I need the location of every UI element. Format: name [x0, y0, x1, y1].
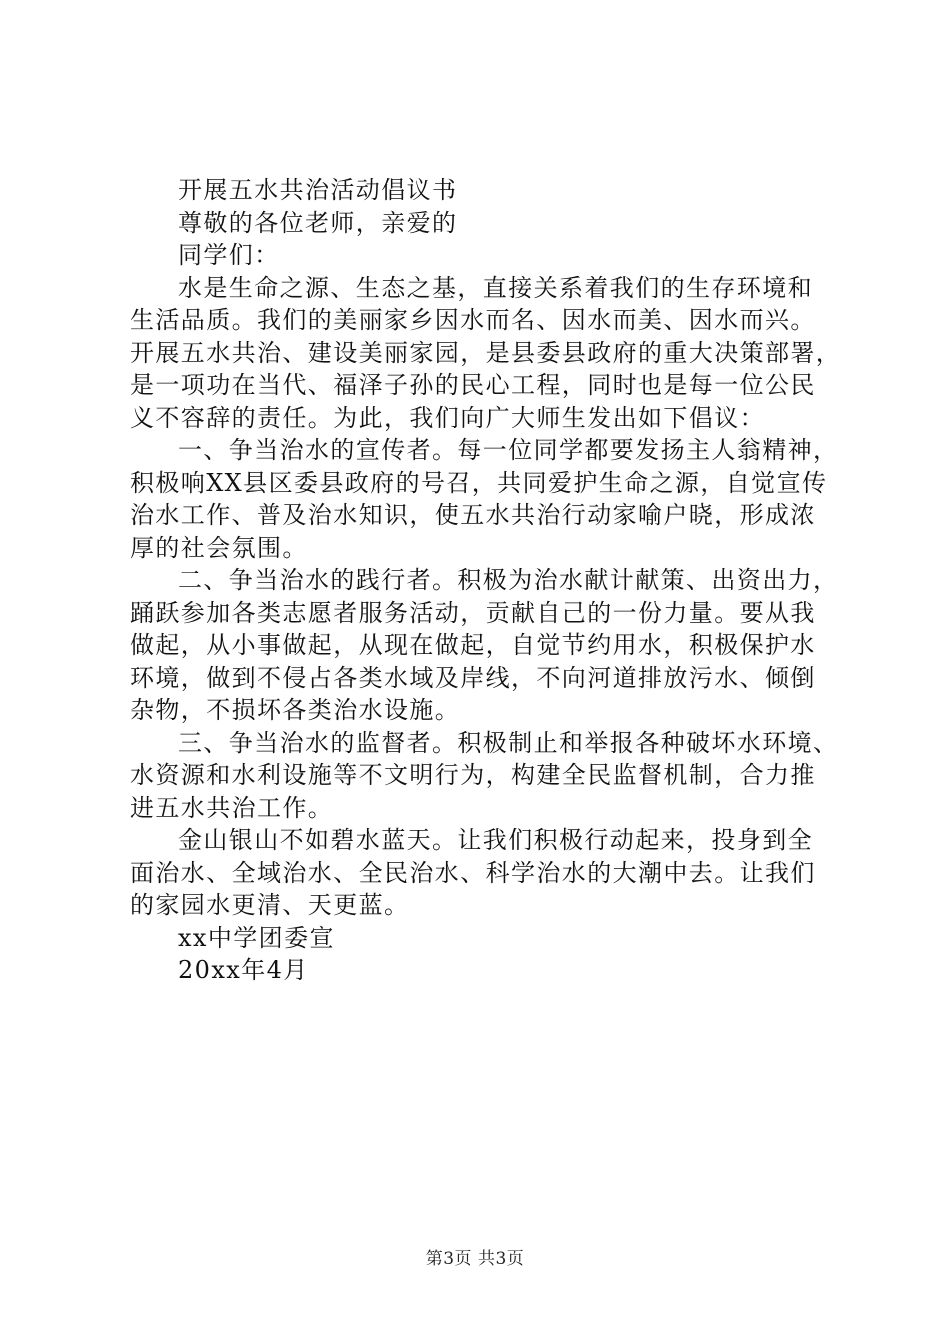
body-line: 金山银山不如碧水蓝天。让我们积极行动起来，投身到全 [178, 826, 813, 854]
page-number-footer: 第3页 共3页 [425, 1249, 525, 1269]
body-line: 二、争当治水的践行者。积极为治水献计献策、出资出力， [178, 566, 839, 594]
body-text [130, 272, 842, 922]
body-line: 是一项功在当代、福泽子孙的民心工程，同时也是每一位公民 [130, 371, 816, 399]
body-line: 厚的社会氛围。 [130, 533, 308, 562]
body-line: 进五水共治工作。 [130, 793, 334, 822]
body-line: 环境，做到不侵占各类水域及岸线，不向河道排放污水、倾倒 [130, 663, 816, 692]
body-line: 开展五水共治、建设美丽家园，是县委县政府的重大决策部署， [130, 338, 842, 367]
body-line: 水是生命之源、生态之基，直接关系着我们的生存环境和 [178, 273, 813, 302]
document-body [130, 174, 842, 987]
body-line: 一、争当治水的宣传者。每一位同学都要发扬主人翁精神， [178, 436, 839, 464]
body-line: 的家园水更清、天更蓝。 [130, 891, 410, 919]
body-line: 水资源和水利设施等不文明行为，构建全民监督机制，合力推 [130, 761, 816, 789]
body-line: 生活品质。我们的美丽家乡因水而名、因水而美、因水而兴。 [130, 306, 816, 334]
body-line: 面治水、全域治水、全民治水、科学治水的大潮中去。让我们 [130, 858, 816, 887]
date: 20xx年4月 [178, 956, 309, 984]
body-line: 做起，从小事做起，从现在做起，自觉节约用水，积极保护水 [130, 631, 816, 659]
body-line: 三、争当治水的监督者。积极制止和举报各种破坏水环境、 [178, 728, 839, 757]
body-line: 义不容辞的责任。为此，我们向广大师生发出如下倡议： [130, 403, 765, 432]
body-line: 踊跃参加各类志愿者服务活动，贡献自己的一份力量。要从我 [130, 598, 816, 627]
body-line: 治水工作、普及治水知识，使五水共治行动家喻户晓，形成浓 [130, 501, 816, 529]
signature: xx中学团委宣 [178, 923, 335, 952]
body-line: 杂物，不损坏各类治水设施。 [130, 696, 461, 724]
salutation-line-2: 同学们： [178, 241, 280, 269]
body-line: 积极响XX县区委县政府的号召，共同爱护生命之源，自觉宣传 [130, 468, 828, 497]
document-title: 开展五水共治活动倡议书 [178, 176, 458, 204]
salutation-line-1: 尊敬的各位老师，亲爱的 [178, 208, 458, 237]
